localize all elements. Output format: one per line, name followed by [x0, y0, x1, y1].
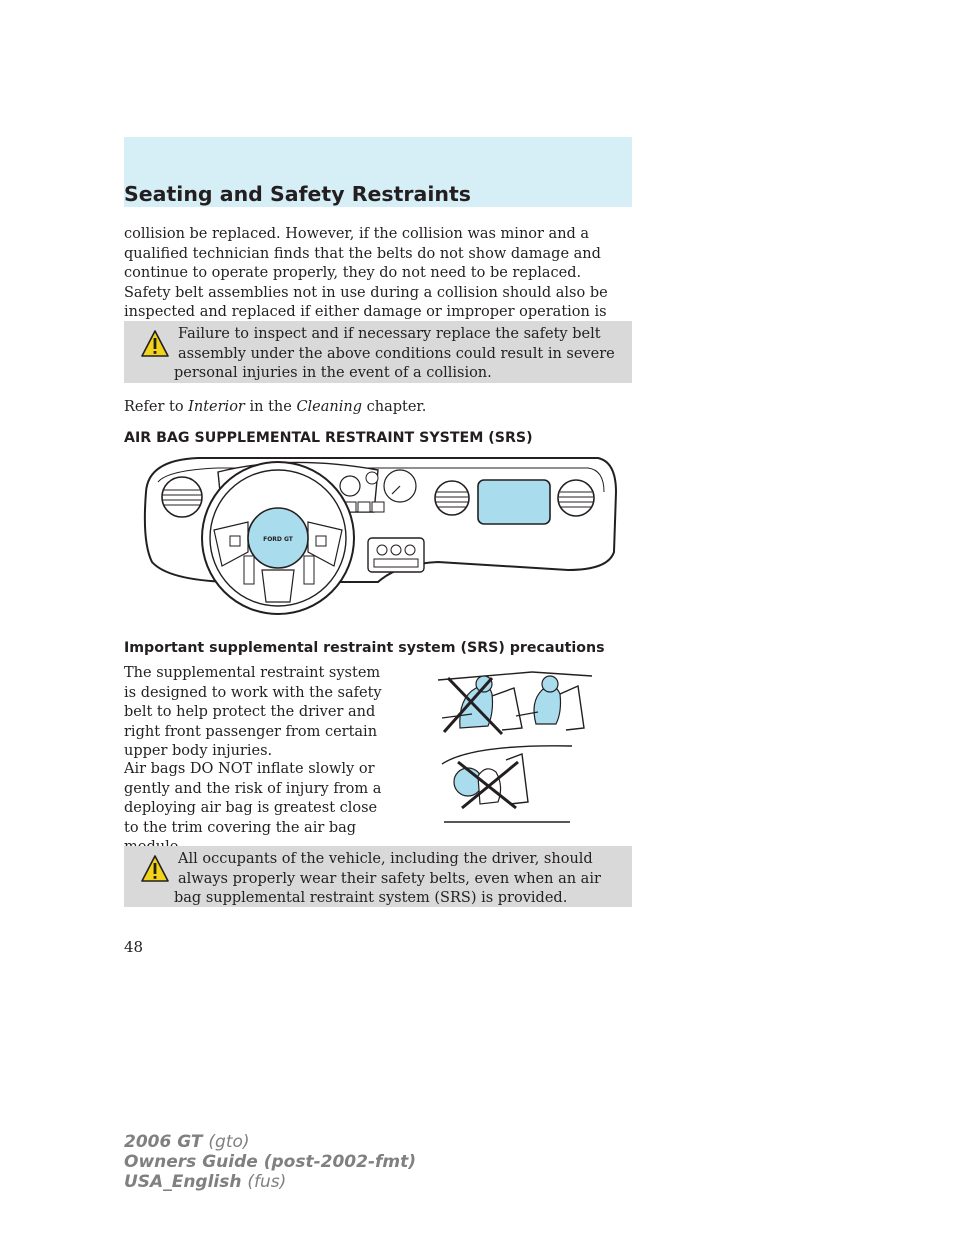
warning-box-2: [124, 846, 632, 907]
warning-text-1: Failure to inspect and if necessary replace the safety belt assembly under the above conditions could result in severe personal injuries in the event of a collision.: [174, 326, 615, 381]
warning-icon: [140, 854, 170, 884]
refer-middle: in the: [249, 399, 292, 415]
page-title: Seating and Safety Restraints: [124, 182, 471, 206]
header-band: [124, 137, 632, 207]
refer-topic: Interior: [188, 399, 245, 415]
footer-language: USA_English: [124, 1172, 242, 1192]
dashboard-logo: FORD GT: [263, 536, 293, 543]
warning-text-2: All occupants of the vehicle, including the driver, should always properly wear their safety belts, even when an air bag supplemental restraint system (SRS) is provided.: [174, 851, 601, 906]
footer-model: 2006 GT: [124, 1132, 203, 1152]
intro-paragraph: collision be replaced. However, if the collision was minor and a qualified technician finds that the belts do not show damage and continue to operate properly, they do not need to be replaced. Safety belt assemblies not in use during a collision should also be inspected and replaced if either damage or improper operation is: [124, 226, 608, 320]
footer: [124, 1132, 416, 1192]
dashboard-illustration: [138, 452, 630, 617]
refer-suffix: chapter.: [366, 399, 427, 415]
footer-line-1: [124, 1132, 416, 1152]
footer-model-code: (gto): [208, 1132, 250, 1152]
footer-language-code: (fus): [247, 1172, 287, 1192]
refer-prefix: Refer to: [124, 399, 184, 415]
section-heading: AIR BAG SUPPLEMENTAL RESTRAINT SYSTEM (SRS): [124, 430, 533, 446]
warning-icon: [140, 329, 170, 359]
sub-heading: Important supplemental restraint system (SRS) precautions: [124, 640, 605, 656]
refer-chapter: Cleaning: [296, 399, 362, 415]
srs-paragraph-2: Air bags DO NOT inflate slowly or gently and the risk of injury from a deploying air bag is greatest close to the trim covering the air bag: [124, 761, 382, 836]
footer-line-3: [124, 1172, 416, 1192]
refer-line: [124, 398, 632, 418]
occupant-position-illustration: [432, 668, 598, 826]
srs-paragraph-1: The supplemental restraint system is designed to work with the safety belt to help protect the driver and right front passenger from certain upper body injuries.: [124, 665, 382, 759]
footer-line-2: Owners Guide (post-2002-fmt): [124, 1152, 417, 1172]
warning-box-1: [124, 321, 632, 383]
page-number: 48: [124, 938, 144, 956]
